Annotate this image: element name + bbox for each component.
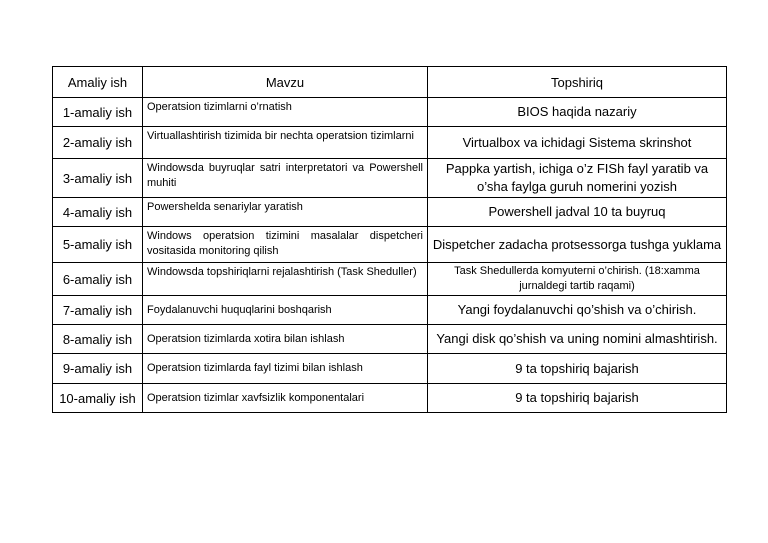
header-lab: Amaliy ish xyxy=(53,67,143,98)
assignments-table xyxy=(52,66,727,413)
task-cell: 9 ta topshiriq bajarish xyxy=(428,354,727,384)
table-row xyxy=(53,127,727,159)
task-cell: Dispetcher zadacha protsessorga tushga yuklama xyxy=(428,227,727,263)
lab-cell: 9-amaliy ish xyxy=(53,354,143,384)
lab-cell: 4-amaliy ish xyxy=(53,198,143,227)
table-row xyxy=(53,159,727,198)
task-cell: Yangi foydalanuvchi qo’shish va o’chirish. xyxy=(428,296,727,325)
table-row xyxy=(53,354,727,384)
lab-cell: 7-amaliy ish xyxy=(53,296,143,325)
task-cell: Powershell jadval 10 ta buyruq xyxy=(428,198,727,227)
topic-cell: Operatsion tizimlarda xotira bilan ishlash xyxy=(143,325,428,354)
lab-cell: 6-amaliy ish xyxy=(53,263,143,296)
topic-cell: Windowsda buyruqlar satri interpretatori va Powershell muhiti xyxy=(143,159,428,198)
topic-cell: Operatsion tizimlarda fayl tizimi bilan ishlash xyxy=(143,354,428,384)
table-row xyxy=(53,263,727,296)
topic-cell: Windows operatsion tizimini masalalar dispetcheri vositasida monitoring qilish xyxy=(143,227,428,263)
lab-cell: 1-amaliy ish xyxy=(53,98,143,127)
lab-cell: 10-amaliy ish xyxy=(53,384,143,413)
table-row xyxy=(53,296,727,325)
lab-cell: 8-amaliy ish xyxy=(53,325,143,354)
lab-cell: 2-amaliy ish xyxy=(53,127,143,159)
task-cell: BIOS haqida nazariy xyxy=(428,98,727,127)
lab-cell: 3-amaliy ish xyxy=(53,159,143,198)
table-row xyxy=(53,227,727,263)
table-row xyxy=(53,98,727,127)
task-cell: Pappka yartish, ichiga o’z FISh fayl yaratib va o’sha faylga guruh nomerini yozish xyxy=(428,159,727,198)
task-cell: 9 ta topshiriq bajarish xyxy=(428,384,727,413)
topic-cell: Virtuallashtirish tizimida bir nechta operatsion tizimlarni xyxy=(143,127,428,159)
task-cell: Yangi disk qo’shish va uning nomini almashtirish. xyxy=(428,325,727,354)
task-cell: Task Shedullerda komyuterni o’chirish. (18:xamma jurnaldegi tartib raqami) xyxy=(428,263,727,296)
topic-cell: Operatsion tizimlar xavfsizlik komponentalari xyxy=(143,384,428,413)
header-task: Topshiriq xyxy=(428,67,727,98)
topic-cell: Foydalanuvchi huquqlarini boshqarish xyxy=(143,296,428,325)
topic-cell: Operatsion tizimlarni o’rnatish xyxy=(143,98,428,127)
lab-cell: 5-amaliy ish xyxy=(53,227,143,263)
table-row xyxy=(53,198,727,227)
table-header-row xyxy=(53,67,727,98)
table-row xyxy=(53,384,727,413)
task-cell: Virtualbox va ichidagi Sistema skrinshot xyxy=(428,127,727,159)
header-topic: Mavzu xyxy=(143,67,428,98)
topic-cell: Powershelda senariylar yaratish xyxy=(143,198,428,227)
table-row xyxy=(53,325,727,354)
topic-cell: Windowsda topshiriqlarni rejalashtirish (Task Sheduller) xyxy=(143,263,428,296)
